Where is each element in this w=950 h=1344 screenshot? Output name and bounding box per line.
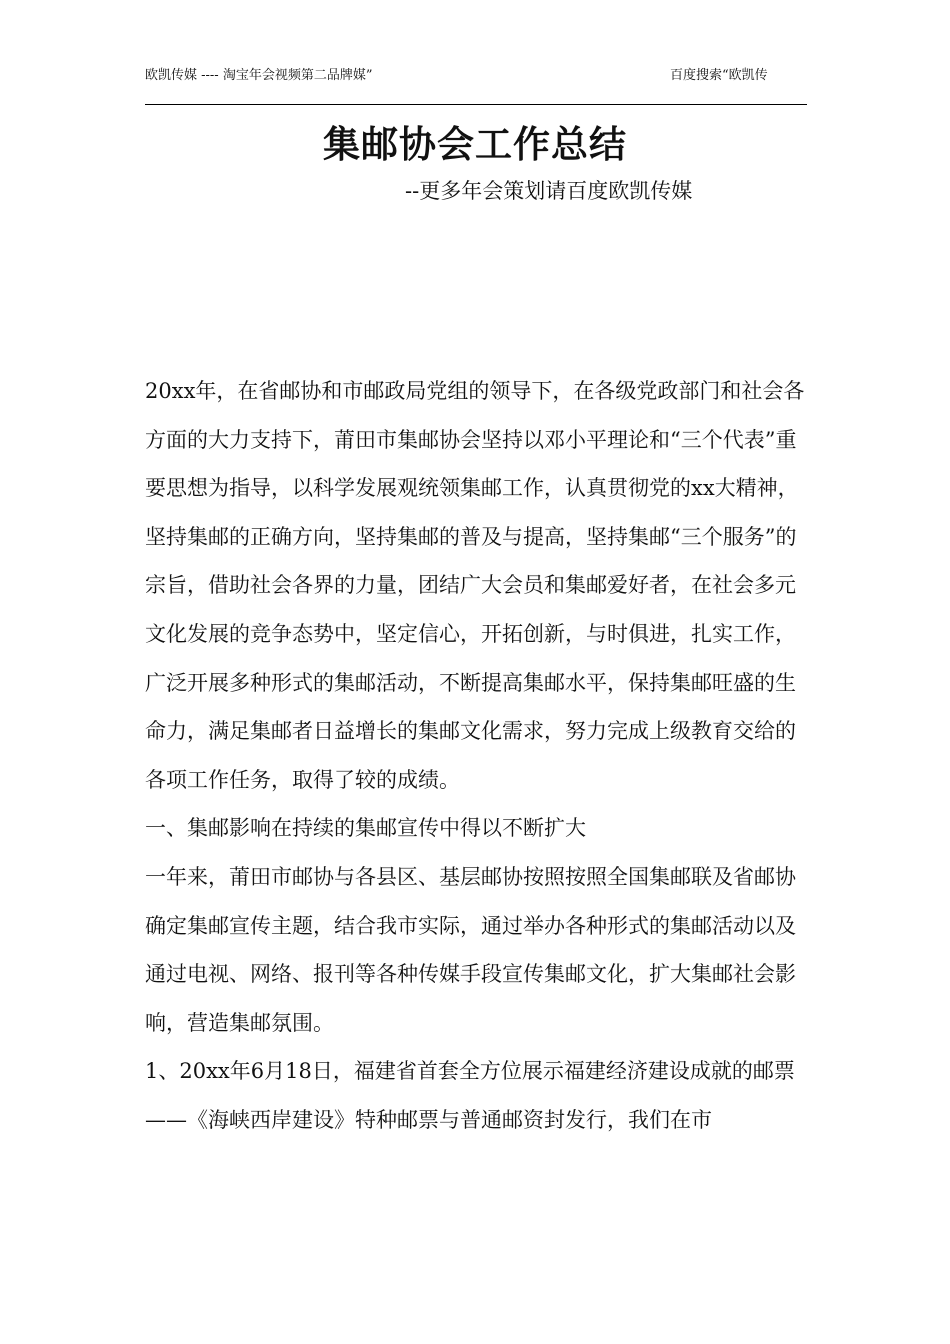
- document-subtitle: --更多年会策划请百度欧凯传媒: [405, 179, 693, 203]
- paragraph-intro: 20xx年，在省邮协和市邮政局党组的领导下，在各级党政部门和社会各方面的大力支持下，莆田市集邮协会坚持以邓小平理论和“三个代表”重要思想为指导，以科学发展观统领集邮工作，认真贯彻党的xx大精神，坚持集邮的正确方向，坚持集邮的普及与提高，坚持集邮“三个服务”的宗旨，借助社会各界的力量，团结广大会员和集邮爱好者，在社会多元文化发展的竞争态势中，坚定信心，开拓创新，与时俱进，扎实工作，广泛开展多种形式的集邮活动，不断提高集邮水平，保持集邮旺盛的生命力，满足集邮者日益增长的集邮文化需求，努力完成上级教育交给的各项工作任务，取得了较的成绩。: [145, 379, 805, 792]
- section-heading-1: 一、集邮影响在持续的集邮宣传中得以不断扩大: [145, 816, 586, 841]
- header-left-text: 欧凯传媒 ---- 淘宝年会视频第二品牌媒”: [145, 68, 373, 83]
- page-header: [145, 66, 807, 105]
- document-title: 集邮协会工作总结: [323, 122, 627, 166]
- paragraph-item-1: 1、20xx年6月18日，福建省首套全方位展示福建经济建设成就的邮票——《海峡西岸建设》特种邮票与普通邮资封发行，我们在市: [145, 1059, 795, 1132]
- paragraph-section-1: 一年来，莆田市邮协与各县区、基层邮协按照按照全国集邮联及省邮协确定集邮宣传主题，结合我市实际，通过举办各种形式的集邮活动以及通过电视、网络、报刊等各种传媒手段宣传集邮文化，扩大集邮社会影响，营造集邮氛围。: [145, 864, 796, 1035]
- header-right-text: 百度搜索“欧凯传: [670, 68, 768, 83]
- document-body: [145, 367, 807, 1145]
